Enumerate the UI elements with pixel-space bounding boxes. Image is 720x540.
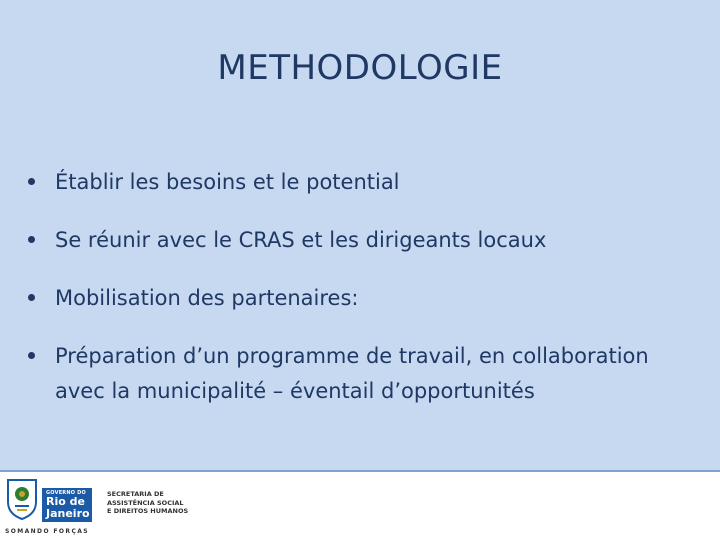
- slide-title: METHODOLOGIE: [217, 48, 503, 88]
- coat-of-arms-icon: [5, 478, 39, 521]
- bullet-dot-icon: [28, 352, 35, 359]
- rio-label: Rio de: [46, 495, 85, 508]
- bullet-dot-icon: [28, 294, 35, 301]
- bullet-dot-icon: [28, 236, 35, 243]
- bullet-dot-icon: [28, 178, 35, 185]
- bullet-item: [28, 281, 668, 316]
- bullet-text: Mobilisation des partenaires:: [55, 286, 359, 310]
- secretaria-line: E DIREITOS HUMANOS: [107, 507, 189, 515]
- secretaria-logo-text: [107, 490, 217, 516]
- secretaria-line: SECRETARIA DE: [107, 490, 164, 498]
- secretaria-line: ASSISTÊNCIA SOCIAL: [107, 498, 184, 507]
- governo-rio-logo: [42, 488, 92, 522]
- bullet-item: [28, 165, 668, 200]
- bullet-item: [28, 223, 668, 258]
- bullet-item: [28, 339, 668, 409]
- bullet-text: Établir les besoins et le potential: [55, 170, 400, 194]
- bullet-text: Préparation d’un programme de travail, en collaboration avec la municipalité – éventail d’opportunités: [55, 344, 649, 403]
- footer-logo-bar: [0, 472, 720, 540]
- janeiro-label: Janeiro: [46, 507, 90, 520]
- governo-label: GOVERNO DO: [46, 490, 86, 496]
- bullet-list: [28, 165, 668, 432]
- tagline: SOMANDO FORÇAS: [5, 528, 90, 535]
- bullet-text: Se réunir avec le CRAS et les dirigeants locaux: [55, 228, 547, 252]
